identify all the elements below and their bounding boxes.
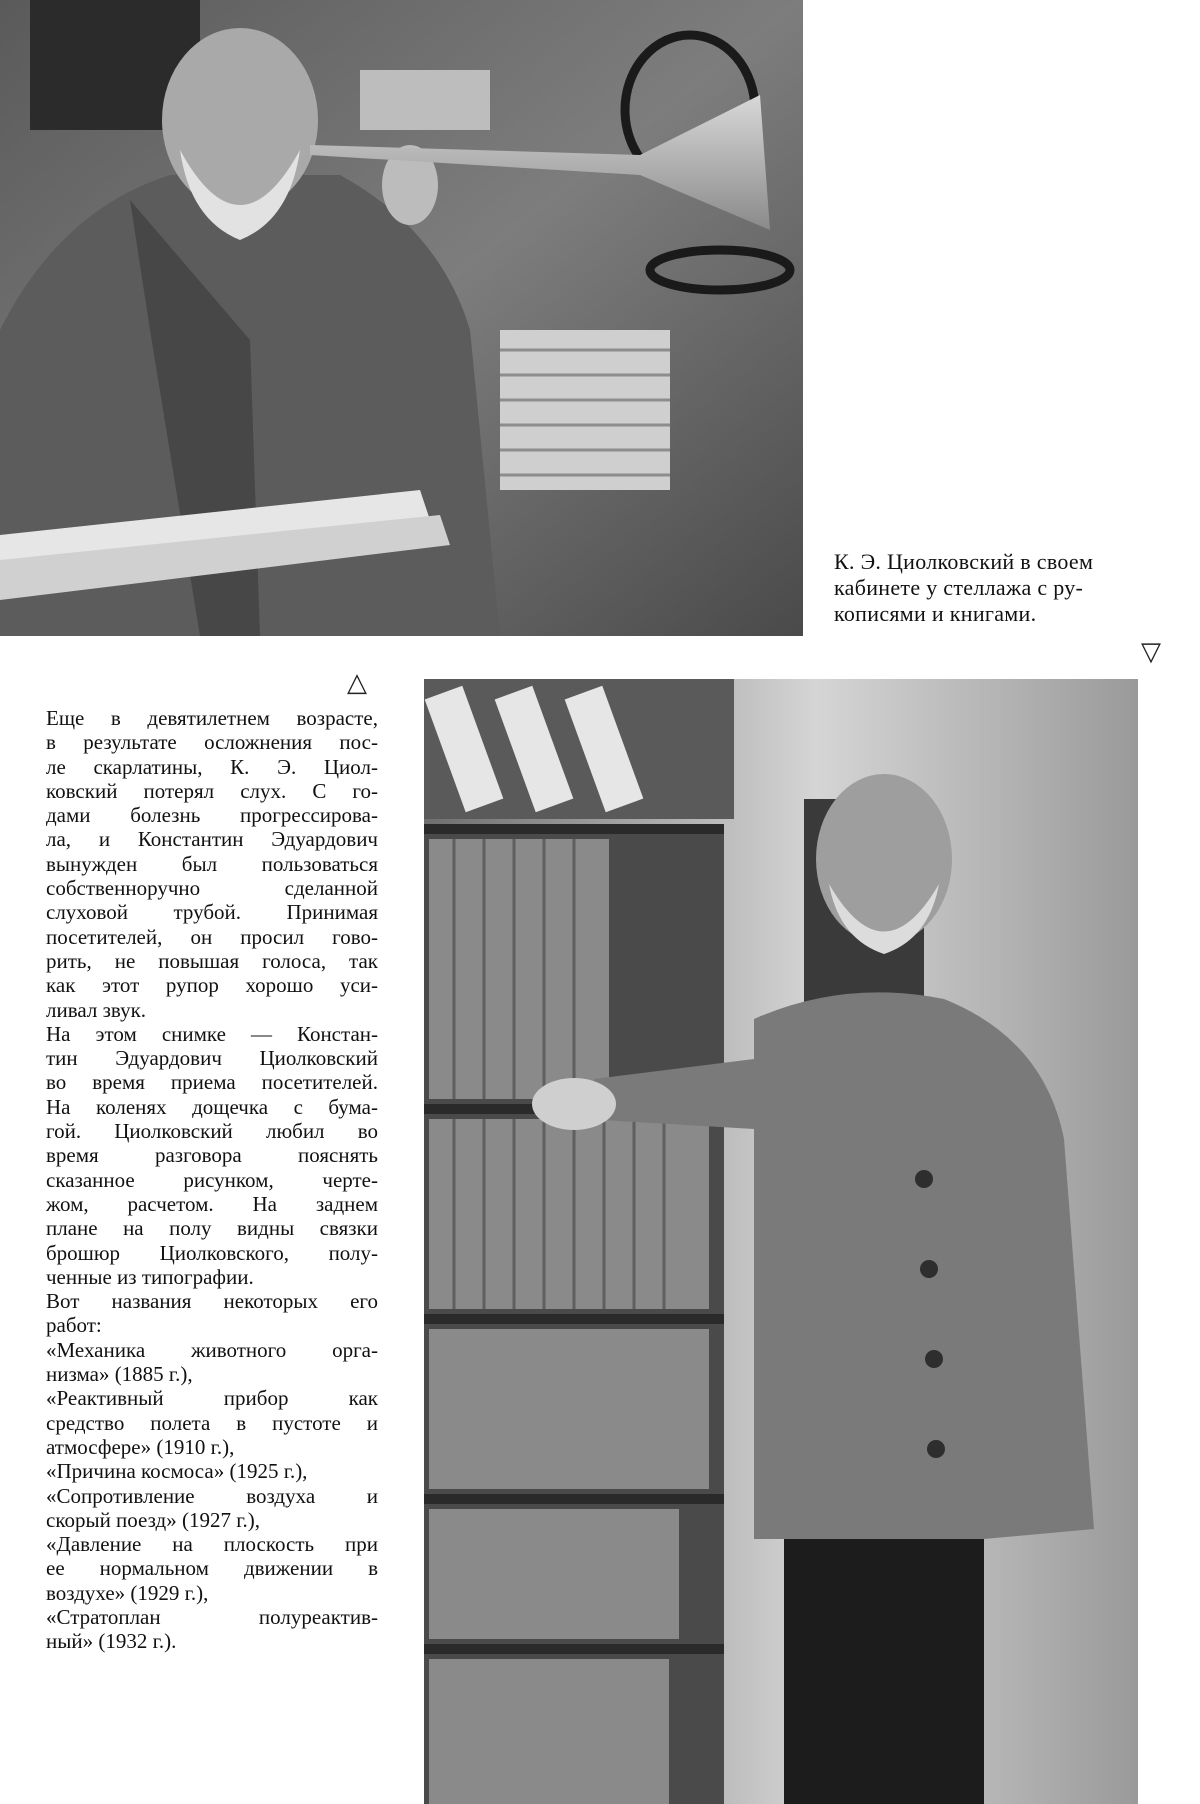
text-line: во время приема посетителей. bbox=[46, 1070, 378, 1095]
text-line: атмосфере» (1910 г.), bbox=[46, 1434, 235, 1459]
text-line: На этом снимке — Констан- bbox=[46, 1021, 378, 1046]
text-line: вынужден был пользоваться bbox=[46, 851, 378, 876]
text-line: жом, расчетом. На заднем bbox=[46, 1191, 378, 1216]
text-line: «Реактивный прибор как bbox=[46, 1386, 378, 1411]
photo-bottom-illustration bbox=[424, 679, 1138, 1804]
text-line: ковский потерял слух. С го- bbox=[46, 778, 378, 803]
photo-tsiolkovsky-at-bookshelf bbox=[424, 679, 1138, 1804]
text-line: ла, и Константин Эдуардович bbox=[46, 827, 378, 852]
text-line: Еще в девятилетнем возрасте, bbox=[46, 706, 378, 730]
work-item bbox=[46, 1338, 378, 1387]
text-line: работ: bbox=[46, 1313, 102, 1338]
text-line: рить, не повышая голоса, так bbox=[46, 948, 378, 973]
paragraph-photo-description bbox=[46, 1022, 378, 1289]
paragraph-works-intro bbox=[46, 1289, 378, 1338]
work-item bbox=[46, 1459, 378, 1483]
caption-line: кописями и книгами. bbox=[834, 601, 1037, 626]
text-line: плане на полу видны связки bbox=[46, 1216, 378, 1241]
photo-caption bbox=[834, 549, 1170, 627]
caption-line: К. Э. Циолковский в своем bbox=[834, 549, 1094, 574]
text-line: ный» (1932 г.). bbox=[46, 1629, 177, 1654]
triangle-down-icon: ▽ bbox=[1141, 637, 1161, 667]
text-line: ливал звук. bbox=[46, 997, 147, 1022]
article-text bbox=[46, 706, 378, 1654]
text-line: слуховой трубой. Принимая bbox=[46, 900, 378, 925]
text-line: ченные из типографии. bbox=[46, 1264, 254, 1289]
text-line: средство полета в пустоте и bbox=[46, 1410, 378, 1435]
work-item bbox=[46, 1386, 378, 1459]
work-item bbox=[46, 1532, 378, 1605]
text-line: На коленях дощечка с бума- bbox=[46, 1094, 378, 1119]
text-line: «Сопротивление воздуха и bbox=[46, 1483, 378, 1508]
text-line: тин Эдуардович Циолковский bbox=[46, 1046, 378, 1071]
caption-line: кабинете у стеллажа с ру- bbox=[834, 575, 1084, 600]
text-line: «Стратоплан полуреактив- bbox=[46, 1604, 378, 1629]
text-line: «Причина космоса» (1925 г.), bbox=[46, 1459, 308, 1484]
text-line: как этот рупор хорошо уси- bbox=[46, 973, 378, 998]
paragraph-hearing-loss bbox=[46, 706, 378, 1022]
work-item bbox=[46, 1605, 378, 1654]
text-line: воздухе» (1929 г.), bbox=[46, 1580, 209, 1605]
triangle-up-icon: △ bbox=[347, 668, 367, 698]
text-line: дами болезнь прогрессирова- bbox=[46, 803, 378, 828]
work-item bbox=[46, 1484, 378, 1533]
text-line: в результате осложнения пос- bbox=[46, 730, 378, 755]
text-line: ле скарлатины, К. Э. Циол- bbox=[46, 754, 378, 779]
text-line: Вот названия некоторых его bbox=[46, 1289, 378, 1314]
photo-tsiolkovsky-with-ear-trumpet bbox=[0, 0, 803, 636]
text-line: посетителей, он просил гово- bbox=[46, 924, 378, 949]
text-line: низма» (1885 г.), bbox=[46, 1362, 193, 1387]
text-line: гой. Циолковский любил во bbox=[46, 1119, 378, 1144]
photo-top-illustration bbox=[0, 0, 803, 636]
text-line: ее нормальном движении в bbox=[46, 1556, 378, 1581]
text-line: брошюр Циолковского, полу- bbox=[46, 1240, 378, 1265]
text-line: скорый поезд» (1927 г.), bbox=[46, 1507, 260, 1532]
text-line: время разговора пояснять bbox=[46, 1143, 378, 1168]
text-line: сказанное рисунком, черте- bbox=[46, 1167, 378, 1192]
text-line: «Механика животного орга- bbox=[46, 1337, 378, 1362]
text-line: «Давление на плоскость при bbox=[46, 1532, 378, 1557]
text-line: собственноручно сделанной bbox=[46, 876, 378, 901]
